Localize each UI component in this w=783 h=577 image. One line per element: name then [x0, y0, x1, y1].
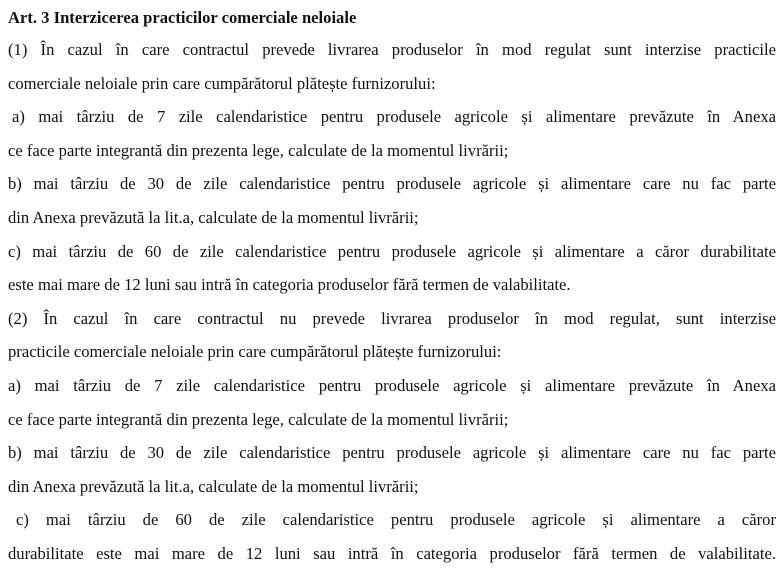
- paragraph-1-item-a-line-2: ce face parte integrantă din prezenta lege, calculate de la momentul livrării;: [8, 140, 509, 160]
- document-page: [8, 6, 776, 571]
- article-title: Art. 3 Interzicerea practicilor comerciale neloiale: [8, 8, 357, 27]
- paragraph-2-item-a-line-1: a) mai târziu de 7 zile calendaristice pentru produsele agricole și alimentare prevăzute în Anexa: [8, 375, 776, 395]
- paragraph-2-line-2: practicile comerciale neloiale prin care cumpărătorul plătește furnizorului:: [8, 342, 502, 362]
- paragraph-1-item-c-line-2: este mai mare de 12 luni sau intră în categoria produselor fără termen de valabilitate.: [8, 275, 571, 295]
- paragraph-2-item-b-line-1: b) mai târziu de 30 de zile calendaristice pentru produsele agricole și alimentare care nu fac parte: [8, 443, 776, 463]
- paragraph-1-item-c-line-1: c) mai târziu de 60 de zile calendaristice pentru produsele agricole și alimentare a căror durabilitate: [8, 241, 776, 261]
- paragraph-1-item-b-line-2: din Anexa prevăzută la lit.a, calculate de la momentul livrării;: [8, 207, 419, 227]
- paragraph-1-line-2: comerciale neloiale prin care cumpărătorul plătește furnizorului:: [8, 73, 436, 93]
- paragraph-1-line-1: (1) În cazul în care contractul prevede livrarea produselor în mod regulat sunt interzise practicile: [8, 40, 776, 59]
- paragraph-2-line-1: (2) În cazul în care contractul nu prevede livrarea produselor în mod regulat, sunt interzise: [8, 308, 776, 328]
- paragraph-2-item-a-line-2: ce face parte integrantă din prezenta lege, calculate de la momentul livrării;: [8, 409, 509, 429]
- paragraph-2-item-c-line-1: c) mai târziu de 60 de zile calendaristice pentru produsele agricole și alimentare a căror: [16, 510, 776, 530]
- paragraph-2-item-c-line-2: durabilitate este mai mare de 12 luni sau intră în categoria produselor fără termen de valabilitate.: [8, 543, 776, 563]
- paragraph-1-item-a-line-1: a) mai târziu de 7 zile calendaristice pentru produsele agricole și alimentare prevăzute în Anexa: [12, 107, 776, 127]
- paragraph-1-item-b-line-1: b) mai târziu de 30 de zile calendaristice pentru produsele agricole și alimentare care nu fac parte: [8, 174, 776, 194]
- paragraph-2-item-b-line-2: din Anexa prevăzută la lit.a, calculate de la momentul livrării;: [8, 476, 419, 496]
